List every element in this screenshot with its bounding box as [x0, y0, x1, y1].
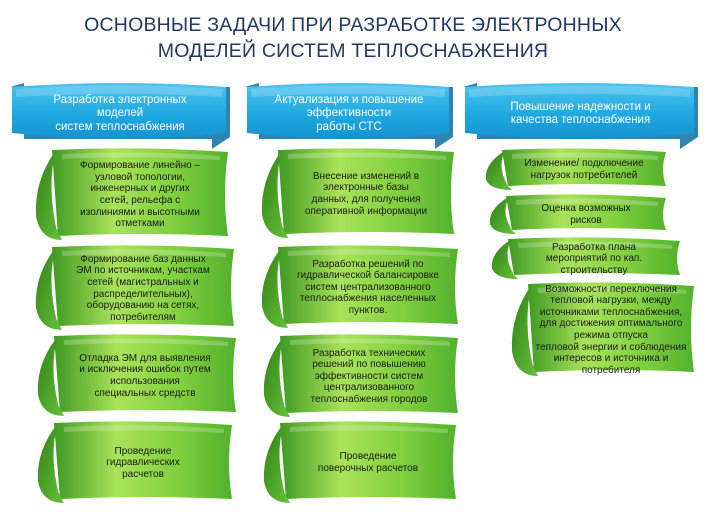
task-item-line: мероприятий по кап.	[545, 253, 643, 265]
task-item-line: распределительных),	[93, 288, 193, 300]
task-item-line: отметками	[115, 218, 165, 230]
task-item-line: тепловой энергии и соблюдения	[535, 341, 687, 353]
task-item-line: расчетов	[122, 468, 164, 480]
task-item-text	[282, 245, 454, 330]
task-item-2-2	[256, 245, 460, 330]
header-line: работы СТС	[316, 120, 382, 133]
task-item-line: сетей, рельефа с	[99, 195, 181, 206]
task-item-line: строительству	[560, 264, 628, 276]
task-item-text	[284, 421, 452, 505]
task-item-text	[282, 148, 450, 240]
task-item-line: теплоснабжения населенных	[299, 293, 437, 305]
page-title	[0, 12, 706, 64]
task-item-line: электронные базы	[323, 182, 409, 194]
task-item-line: сетей (магистральных и	[87, 276, 199, 288]
task-item-1-1	[30, 148, 230, 242]
task-item-2-1	[256, 148, 456, 240]
task-item-line: оборудованию на сетях,	[86, 300, 200, 312]
task-item-line: изолиниями и высотными	[80, 206, 200, 218]
header-line: Разработка электронных	[53, 93, 187, 106]
task-item-line: специальных средств	[94, 387, 196, 399]
header-line: моделей	[96, 107, 144, 120]
task-item-line: теплоснабжения городов	[310, 393, 428, 405]
task-item-line: гидравлических	[106, 457, 180, 469]
task-item-3-2	[484, 194, 668, 236]
task-item-3-1	[480, 148, 668, 192]
task-item-line: Изменение/ подключение	[524, 158, 644, 170]
header-line: качества теплоснабжения	[510, 114, 651, 126]
task-item-text	[58, 421, 228, 505]
task-item-1-3	[32, 334, 238, 418]
task-item-text	[510, 194, 662, 236]
task-item-3-4	[506, 282, 696, 378]
task-item-text	[58, 334, 232, 418]
header-line: Повышение надежности и	[510, 100, 651, 113]
task-item-line: данных, для получения	[311, 194, 421, 205]
task-item-line: потребителям	[110, 311, 176, 323]
task-item-line: и исключения ошибок путем	[79, 364, 211, 376]
task-item-line: режима отпуска	[574, 330, 648, 341]
column-header-label	[10, 83, 230, 151]
header-line: Актуализация и повышение	[274, 93, 424, 106]
column-header-label	[245, 83, 453, 151]
task-item-1-2	[30, 245, 236, 332]
task-item-1-4	[32, 421, 234, 505]
task-item-line: рисков	[570, 215, 602, 226]
task-item-line: Формирование баз данных	[80, 253, 206, 265]
task-item-line: Отладка ЭМ для выявления	[79, 352, 211, 364]
task-item-line: интересов и источника и	[553, 353, 669, 365]
task-item-line: ЭМ по источникам, участкам	[76, 265, 210, 277]
column-header-1	[10, 83, 230, 145]
header-line: систем теплоснабжения	[55, 120, 185, 133]
task-item-line: Возможности переключения	[545, 283, 677, 295]
task-item-3-3	[486, 237, 682, 281]
task-item-line: централизованного	[323, 382, 415, 394]
task-item-text	[512, 237, 676, 281]
task-item-line: Внесение изменений в	[312, 170, 420, 182]
task-item-2-3	[258, 334, 460, 419]
title-line-2: МОДЕЛЕЙ СИСТЕМ ТЕПЛОСНАБЖЕНИЯ	[157, 40, 549, 62]
task-item-text	[284, 334, 454, 419]
task-item-line: использования	[110, 376, 180, 387]
task-item-text	[532, 282, 690, 378]
task-item-line: источниками теплоснабжения,	[539, 306, 683, 318]
task-item-line: Разработка плана	[552, 241, 636, 253]
task-item-line: Разработка технических	[312, 347, 426, 359]
task-item-line: оперативной информации	[304, 205, 428, 217]
task-item-line: поверочных расчетов	[317, 463, 419, 474]
task-item-line: систем централизованного	[305, 281, 431, 293]
column-header-label	[463, 83, 698, 151]
task-item-line: пунктов.	[348, 304, 388, 316]
task-item-text	[506, 148, 662, 192]
task-item-line: Разработка решений по	[312, 258, 424, 270]
column-header-2	[245, 83, 453, 145]
column-header-3	[463, 83, 698, 145]
task-item-text	[56, 148, 224, 242]
task-item-line: Оценка возможных	[541, 203, 631, 215]
task-item-2-4	[258, 421, 458, 505]
task-item-line: гидравлической балансировке	[297, 270, 439, 282]
task-item-line: потребителя	[581, 364, 641, 376]
task-item-line: для достижения оптимального	[539, 318, 683, 330]
task-item-line: Проведение	[114, 445, 172, 457]
task-item-line: Формирование линейно –	[79, 160, 201, 172]
header-line: эффективности	[306, 107, 392, 120]
task-item-line: Проведение	[339, 451, 397, 463]
title-line-1: ОСНОВНЫЕ ЗАДАЧИ ПРИ РАЗРАБОТКЕ ЭЛЕКТРОННЫХ	[84, 14, 622, 36]
task-item-line: узловой топологии,	[95, 171, 185, 183]
task-item-line: инженерных и других	[90, 183, 190, 195]
task-item-line: нагрузок потребителей	[530, 170, 638, 181]
task-item-line: эффективности систем	[314, 370, 424, 382]
task-item-line: тепловой нагрузки, между	[550, 295, 672, 307]
task-item-text	[56, 245, 230, 332]
task-item-line: решений по повышению	[312, 359, 426, 371]
